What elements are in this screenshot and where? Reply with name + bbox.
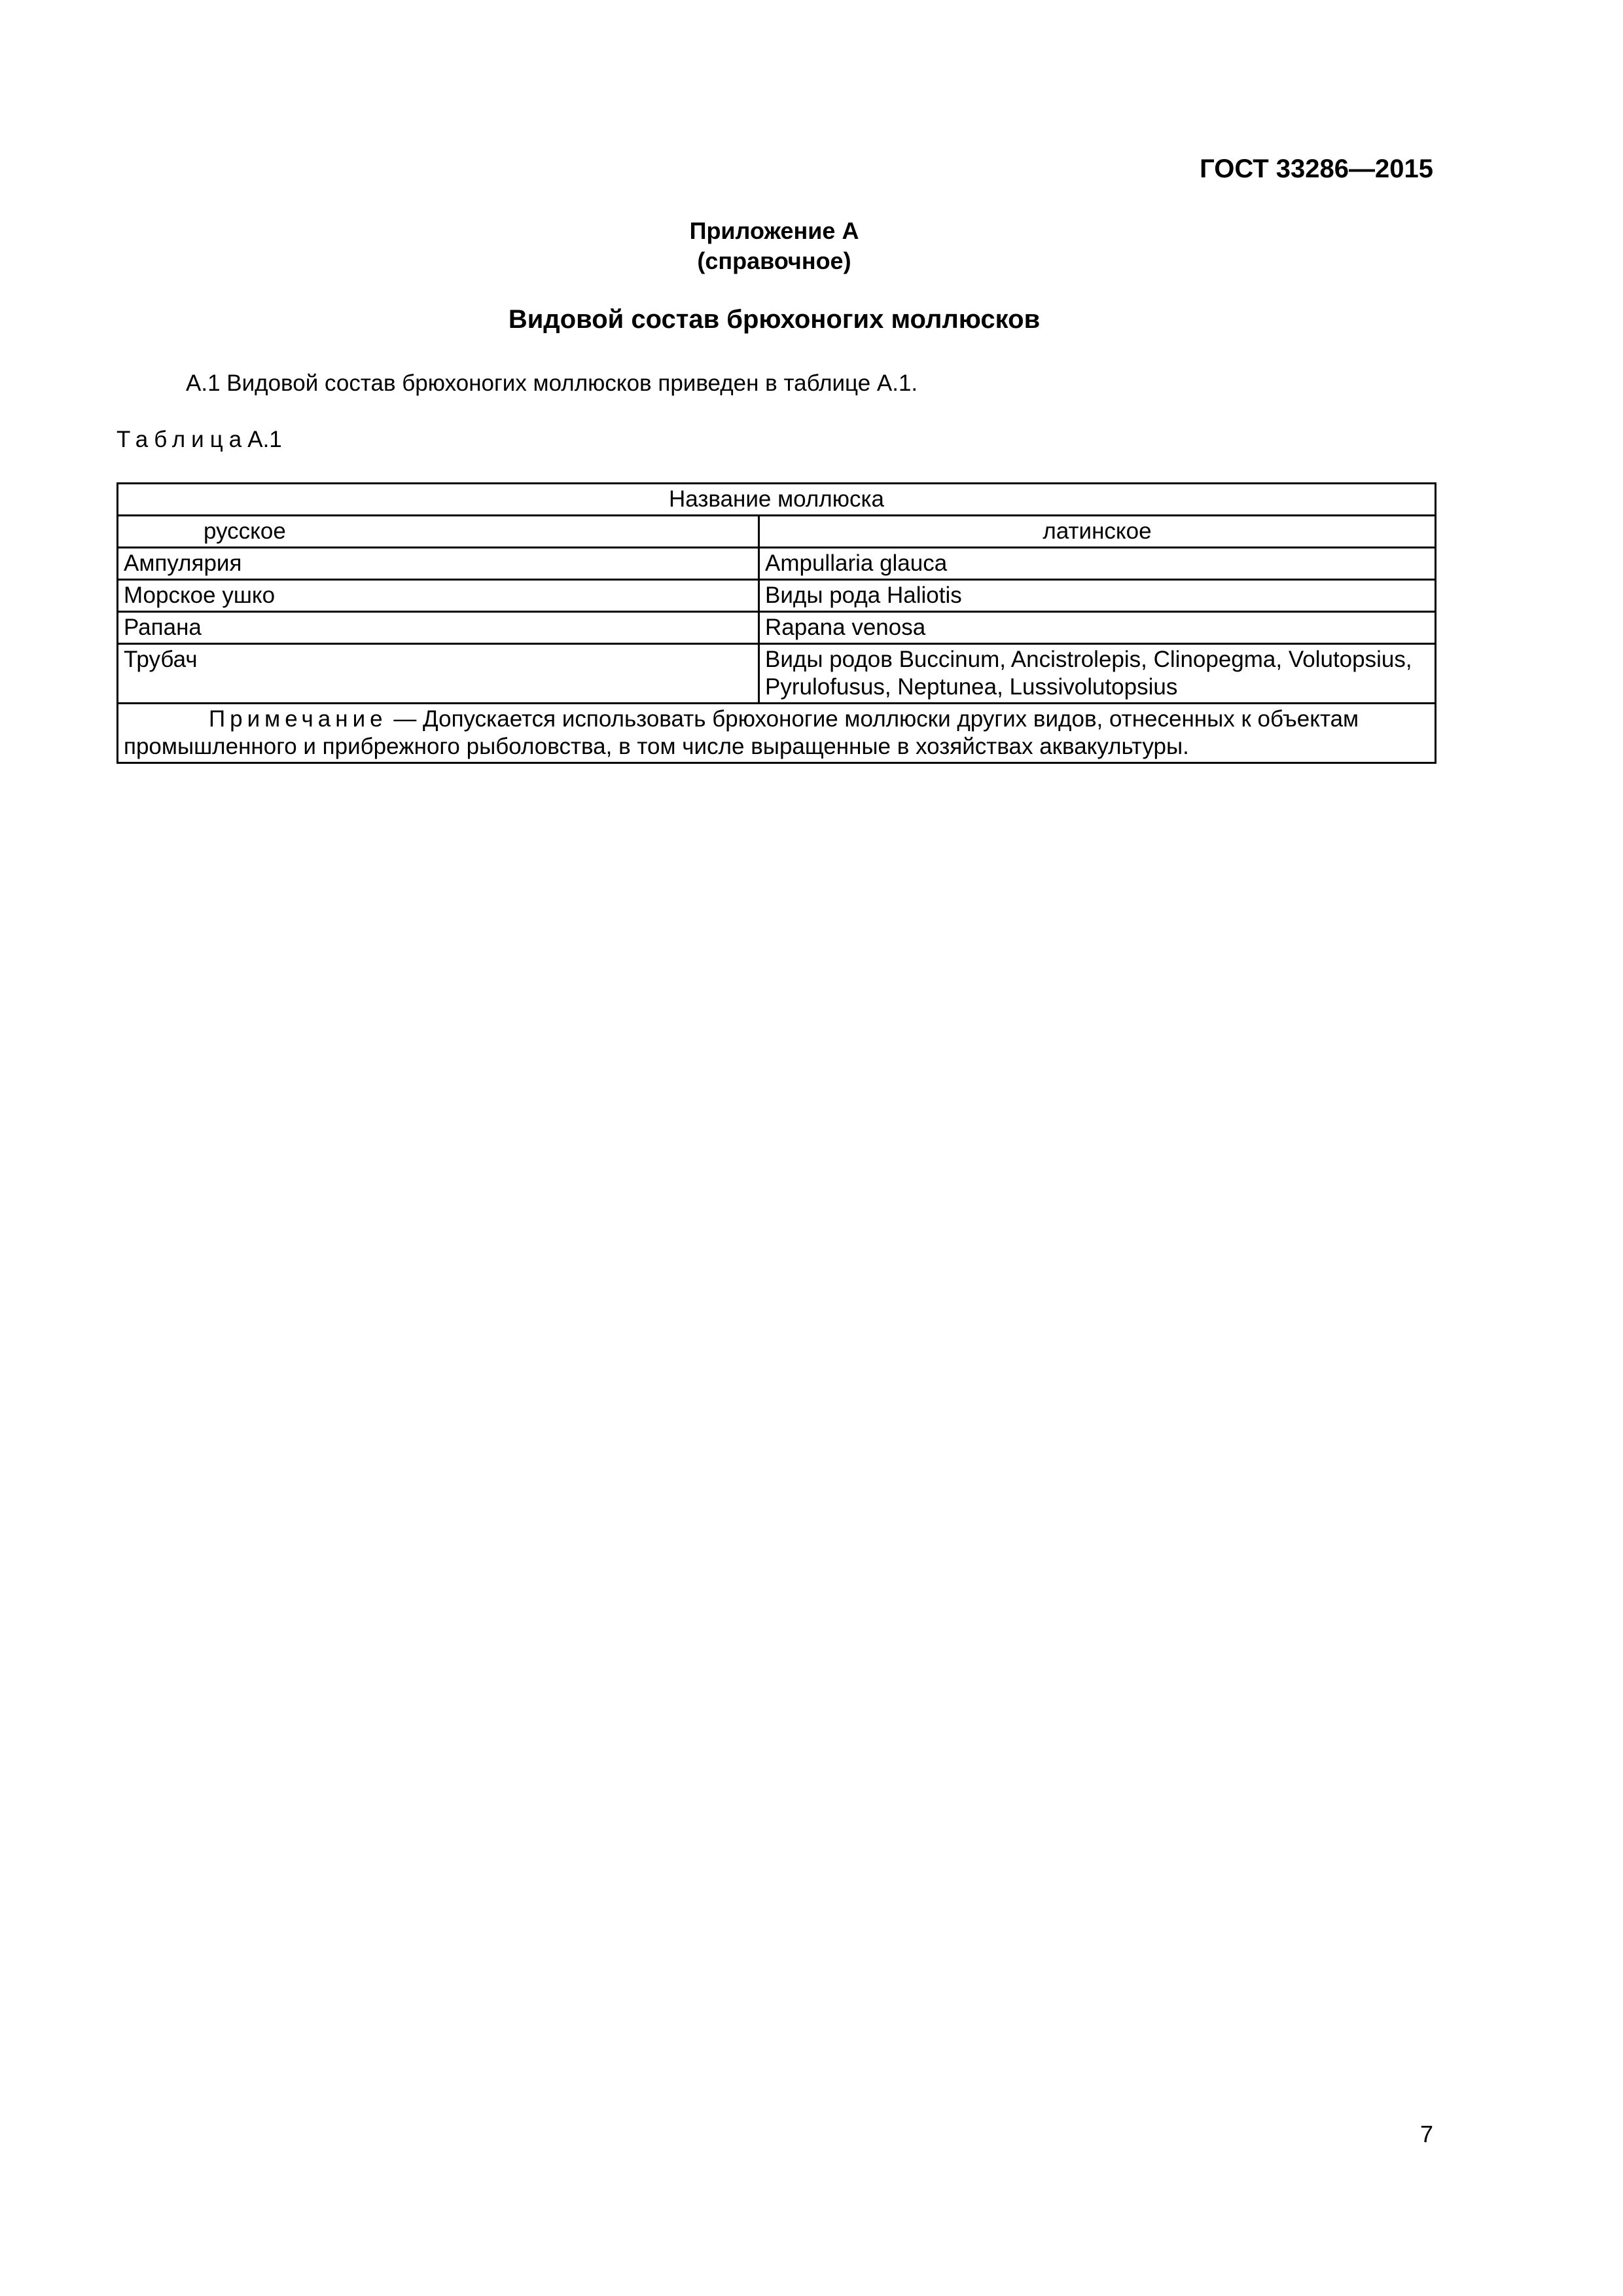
header-latin: латинское xyxy=(759,516,1436,548)
note-label: Примечание xyxy=(209,706,387,732)
cell-latin-name: Виды родов Buccinum, Ancistrolepis, Clinopegma, Volutopsius, Pyrulofusus, Neptunea, Lussivolutopsius xyxy=(759,644,1436,704)
intro-paragraph: А.1 Видовой состав брюхоногих моллюсков приведен в таблице А.1. xyxy=(186,370,918,396)
table-note xyxy=(118,704,1436,763)
table-caption-label: Таблица xyxy=(116,427,248,452)
header-mollusc-name: Название моллюска xyxy=(118,484,1436,516)
table-row xyxy=(118,612,1436,644)
cell-russian-name: Рапана xyxy=(118,612,759,644)
cell-latin-name: Rapana venosa xyxy=(759,612,1436,644)
table-caption-number: А.1 xyxy=(247,427,282,452)
appendix-heading xyxy=(0,216,1548,276)
table-note-row xyxy=(118,704,1436,763)
cell-russian-name: Ампулярия xyxy=(118,548,759,580)
header-russian: русское xyxy=(118,516,759,548)
table-row xyxy=(118,644,1436,704)
appendix-title: Приложение А xyxy=(689,217,859,244)
mollusc-table xyxy=(116,482,1436,764)
section-title: Видовой состав брюхоногих моллюсков xyxy=(508,305,1041,334)
table-caption xyxy=(116,427,282,453)
table-header-row-main xyxy=(118,484,1436,516)
table-row xyxy=(118,548,1436,580)
document-code: ГОСТ 33286—2015 xyxy=(1200,154,1433,183)
cell-russian-name: Морское ушко xyxy=(118,580,759,612)
table-header-row-sub xyxy=(118,516,1436,548)
cell-latin-name: Ampullaria glauca xyxy=(759,548,1436,580)
page-number: 7 xyxy=(1419,2121,1433,2147)
cell-russian-name: Трубач xyxy=(118,644,759,704)
note-text: — Допускается использовать брюхоногие моллюски других видов, отнесенных к объектам промышленного и прибрежного рыболовства, в том числе выращенные в хозяйствах аквакультуры. xyxy=(124,706,1359,759)
appendix-subtitle: (справочное) xyxy=(697,247,851,274)
cell-latin-name: Виды рода Haliotis xyxy=(759,580,1436,612)
table-row xyxy=(118,580,1436,612)
